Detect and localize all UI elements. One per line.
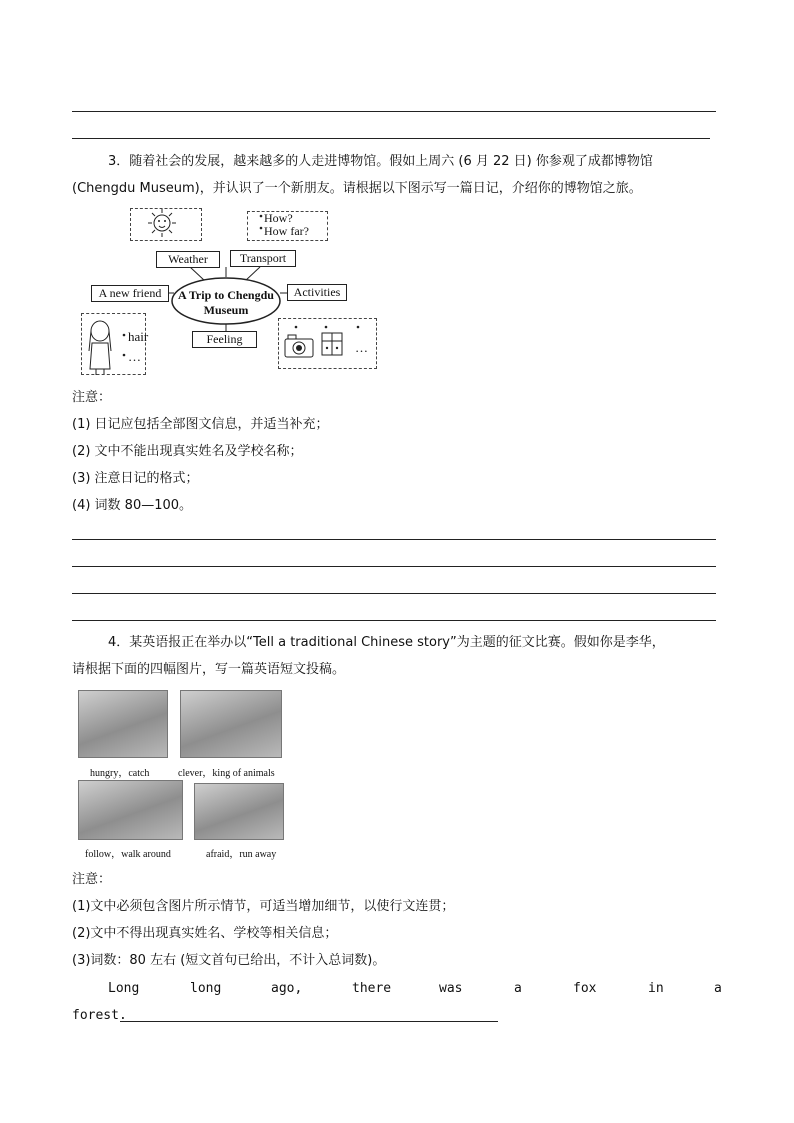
start-sentence-end: forest.: [72, 1008, 127, 1023]
q3-prompt-line1: 3．随着社会的发展，越来越多的人走进博物馆。假如上周六 (6 月 22 日) 你参观了成都博物馆: [108, 154, 653, 169]
answer-line: [72, 138, 710, 139]
q4-notes-title: 注意：: [72, 872, 112, 887]
start-word: a: [514, 981, 522, 996]
start-word: Long: [108, 981, 140, 996]
start-word: long: [190, 981, 222, 996]
q3-note-1: (1) 日记应包括全部图文信息，并适当补充；: [72, 417, 329, 432]
start-word: ago,: [271, 981, 303, 996]
new-friend-label: A new friend: [91, 285, 169, 302]
story-picture-4: [194, 783, 284, 840]
transport-question-1: How?: [264, 211, 293, 225]
weather-label: Weather: [156, 251, 220, 268]
friend-note-more: …: [128, 349, 141, 364]
q4-note-1: (1)文中必须包含图片所示情节，可适当增加细节，以使行文连贯；: [72, 899, 455, 914]
answer-line: [72, 620, 716, 621]
answer-line: [72, 111, 716, 112]
start-word: in: [648, 981, 664, 996]
friend-note-hair: hair: [128, 329, 149, 344]
answer-line: [72, 593, 716, 594]
picture-caption-2: clever，king of animals: [178, 768, 275, 779]
mind-map-diagram: [80, 205, 380, 377]
picture-caption-3: follow，walk around: [85, 849, 171, 860]
answer-line: [120, 1021, 498, 1022]
start-word: there: [352, 981, 392, 996]
start-word: a: [714, 981, 722, 996]
start-word: was: [439, 981, 463, 996]
feeling-label: Feeling: [192, 331, 257, 348]
diagram-center-line1: A Trip to Chengdu: [178, 288, 274, 302]
q3-prompt-line2: (Chengdu Museum)，并认识了一个新朋友。请根据以下图示写一篇日记，介绍你的博物馆之旅。: [72, 181, 642, 196]
q4-note-3: (3)词数：80 左右 (短文首句已给出，不计入总词数)。: [72, 953, 386, 968]
q3-note-4: (4) 词数 80—100。: [72, 498, 193, 513]
q4-note-2: (2)文中不得出现真实姓名、学校等相关信息；: [72, 926, 338, 941]
q4-prompt-line1: 4．某英语报正在举办以“Tell a traditional Chinese story”为主题的征文比赛。假如你是李华，: [108, 635, 665, 650]
transport-question-2: How far?: [264, 224, 309, 238]
transport-label: Transport: [230, 250, 296, 267]
start-word: fox: [573, 981, 597, 996]
q4-prompt-line2: 请根据下面的四幅图片，写一篇英语短文投稿。: [72, 662, 346, 677]
picture-caption-4: afraid，run away: [206, 849, 277, 860]
activities-label: Activities: [287, 284, 347, 301]
answer-line: [72, 539, 716, 540]
story-picture-1: [78, 690, 168, 758]
weather-picture-frame: [130, 208, 202, 241]
q3-note-2: (2) 文中不能出现真实姓名及学校名称；: [72, 444, 303, 459]
diagram-center-line2: Museum: [203, 303, 249, 317]
story-picture-2: [180, 690, 282, 758]
q3-notes-title: 注意：: [72, 390, 112, 405]
answer-line: [72, 566, 716, 567]
picture-caption-1: hungry，catch: [90, 768, 150, 779]
activities-more: …: [355, 340, 368, 355]
story-picture-3: [78, 780, 183, 840]
q3-note-3: (3) 注意日记的格式；: [72, 471, 199, 486]
